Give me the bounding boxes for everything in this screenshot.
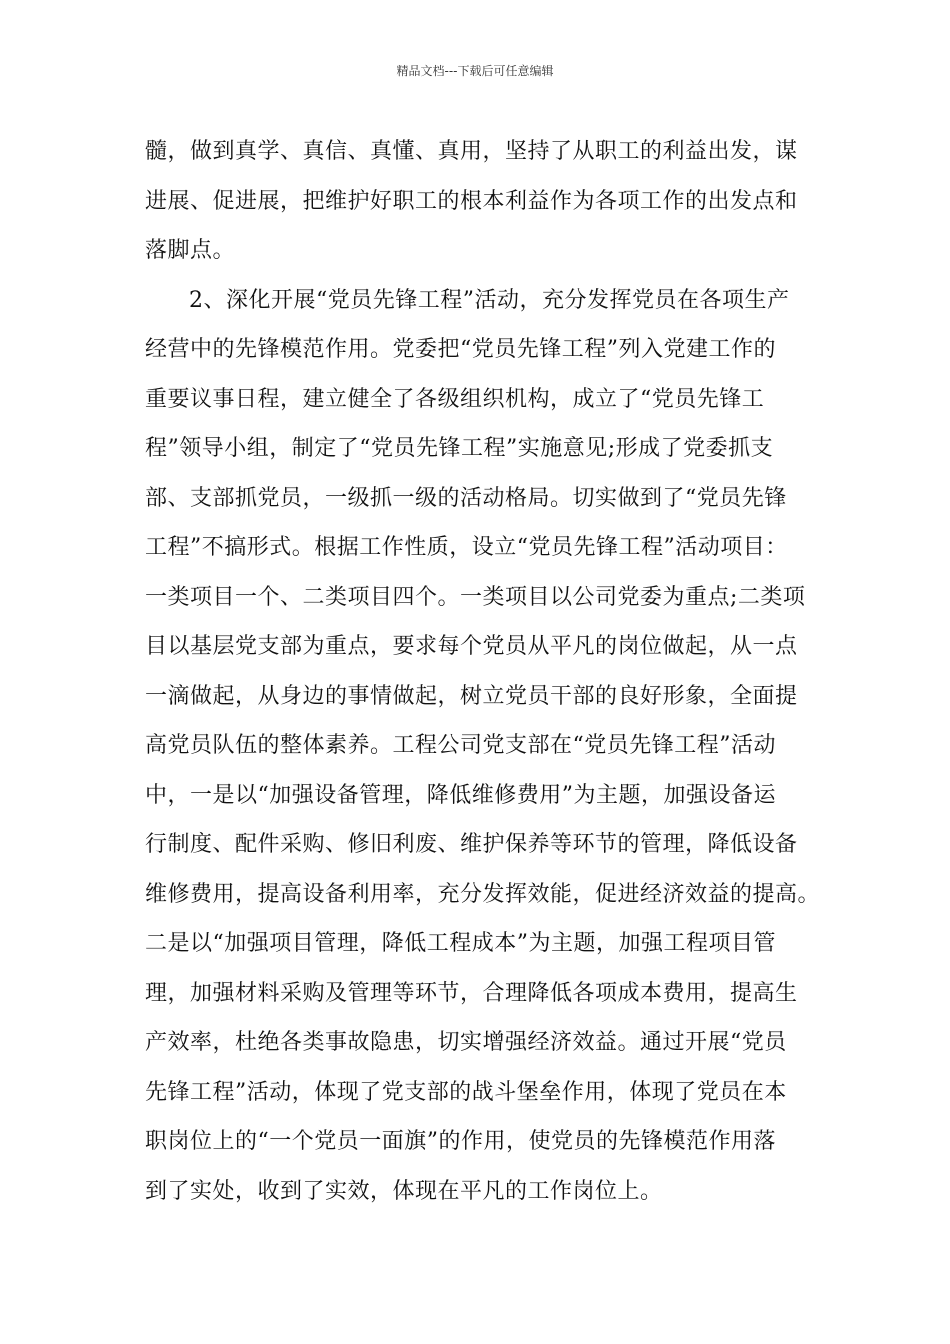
text-line: 高党员队伍的整体素养。工程公司党支部在“党员先锋工程”活动	[145, 733, 776, 758]
text-line: 落脚点。	[145, 238, 236, 263]
text-line: 部、支部抓党员，一级抓一级的活动格局。切实做到了“党员先锋	[145, 485, 787, 511]
text-line: 目以基层党支部为重点，要求每个党员从平凡的岗位做起，从一点	[145, 634, 798, 659]
text-line: 产效率，杜绝各类事故隐患，切实增强经济效益。通过开展“党员	[145, 1030, 787, 1055]
text-line: 职岗位上的“一个党员一面旗”的作用，使党员的先锋模范作用落	[145, 1129, 776, 1154]
document-body	[145, 127, 825, 1216]
text-line: 理，加强材料采购及管理等环节，合理降低各项成本费用，提高生	[145, 980, 798, 1006]
text-line: 到了实处，收到了实效，体现在平凡的工作岗位上。	[145, 1178, 663, 1204]
text-line: 中，一是以“加强设备管理，降低维修费用”为主题，加强设备运	[145, 782, 776, 808]
text-line: 程”领导小组，制定了“党员先锋工程”实施意见;形成了党委抓支	[145, 436, 774, 461]
text-line: 二是以“加强项目管理，降低工程成本”为主题，加强工程项目管	[145, 931, 776, 956]
text-line: 重要议事日程，建立健全了各级组织机构，成立了“党员先锋工	[145, 386, 765, 412]
text-line: 髓，做到真学、真信、真懂、真用，坚持了从职工的利益出发，谋	[145, 139, 798, 164]
text-line: 一滴做起，从身边的事情做起，树立党员干部的良好形象，全面提	[145, 683, 798, 709]
text-line: 一类项目一个、二类项目四个。一类项目以公司党委为重点;二类项	[145, 584, 806, 610]
text-line: 维修费用，提高设备利用率，充分发挥效能，促进经济效益的提高。	[145, 881, 821, 907]
text-line: 工程”不搞形式。根据工作性质，设立“党员先锋工程”活动项目：	[145, 535, 788, 560]
text-line: 行制度、配件采购、修旧利废、维护保养等环节的管理，降低设备	[145, 832, 798, 857]
page-header: 精品文档---下载后可任意编辑	[396, 64, 554, 78]
paragraph-first-line: 2、深化开展“党员先锋工程”活动，充分发挥党员在各项生产	[189, 287, 790, 313]
text-line: 经营中的先锋模范作用。党委把“党员先锋工程”列入党建工作的	[145, 337, 776, 362]
text-line: 进展、促进展，把维护好职工的根本利益作为各项工作的出发点和	[145, 188, 798, 214]
text-line: 先锋工程”活动，体现了党支部的战斗堡垒作用，体现了党员在本	[145, 1079, 787, 1105]
